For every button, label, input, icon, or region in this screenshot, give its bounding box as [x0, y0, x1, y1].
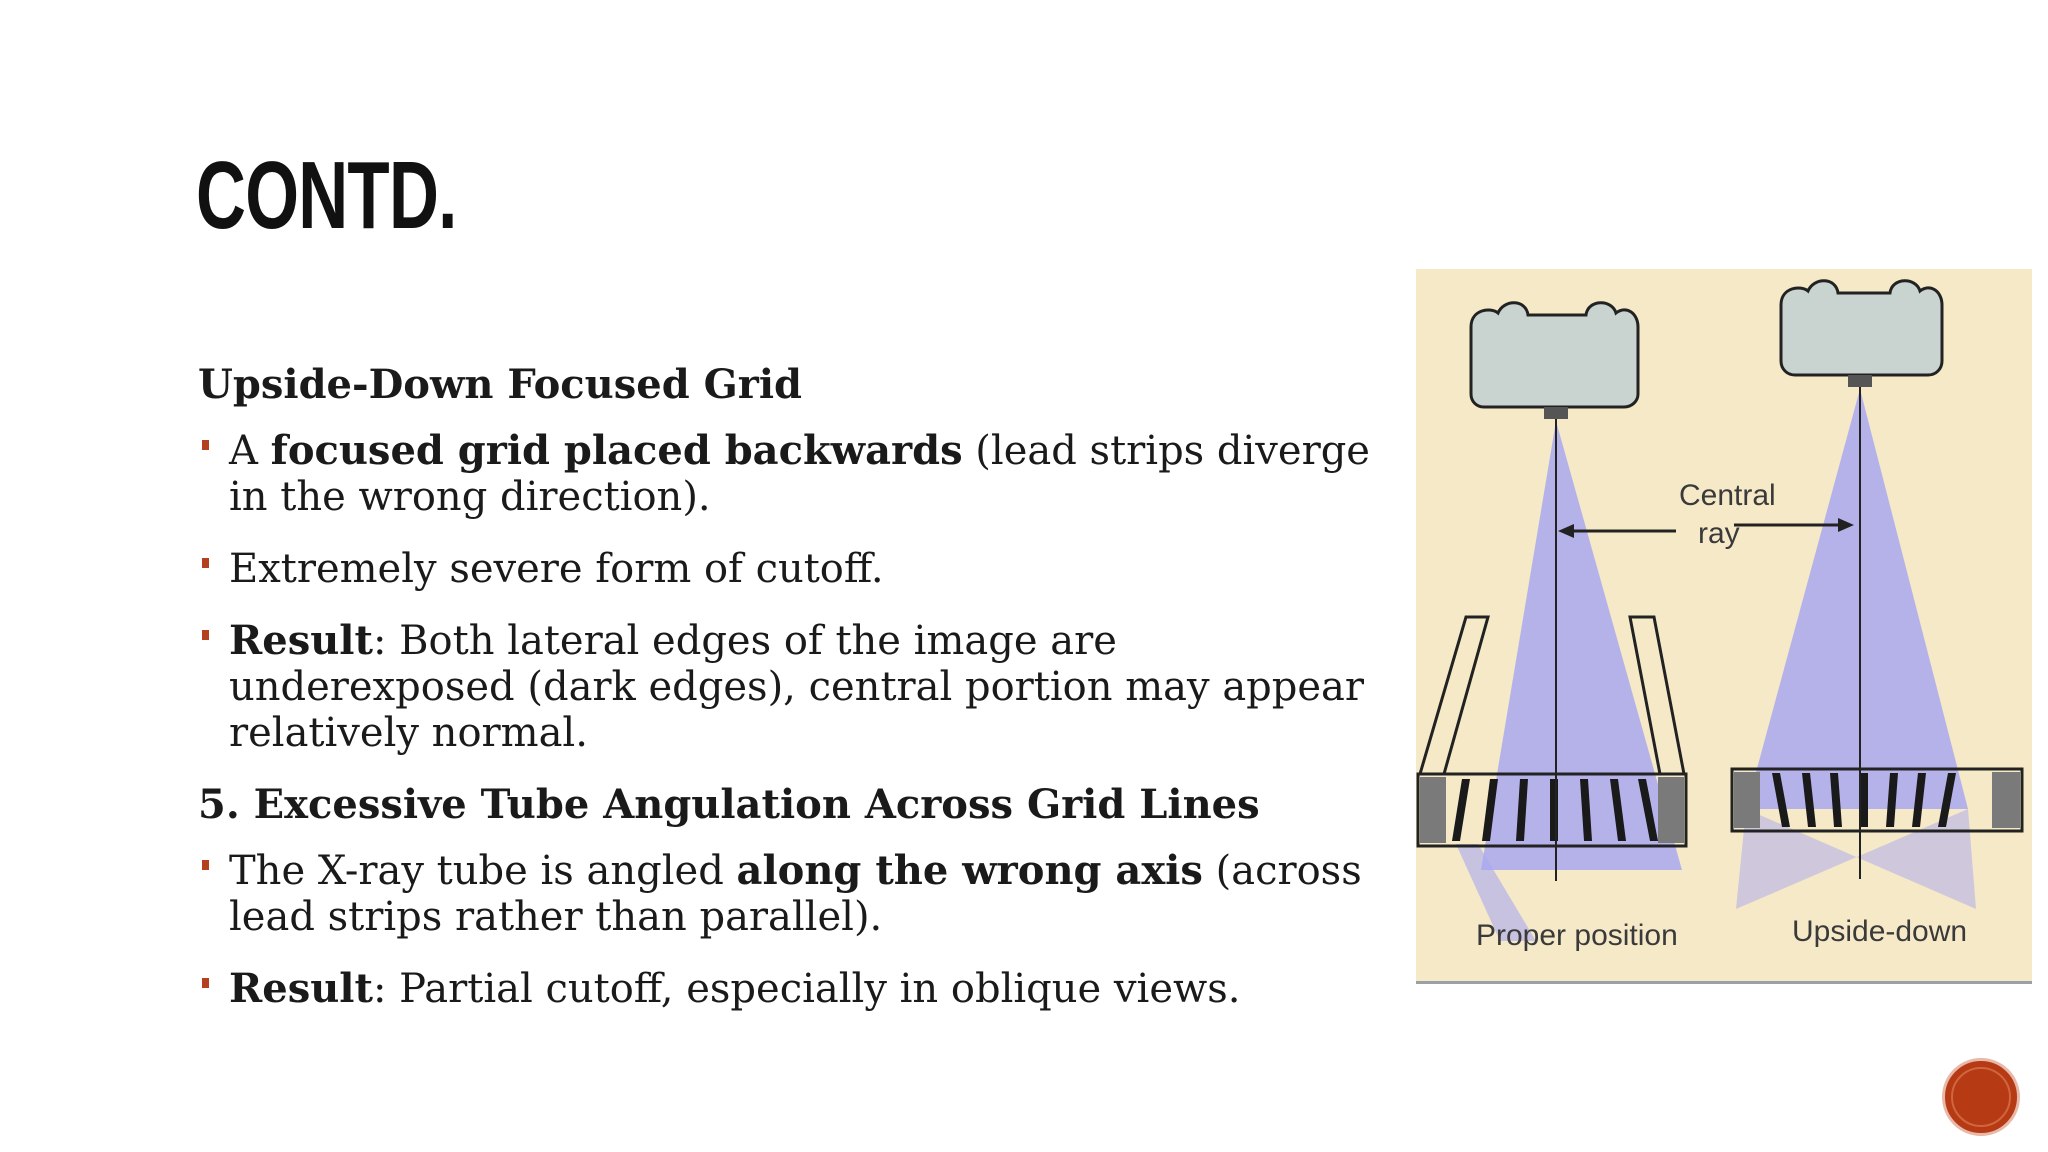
bullet-item: Result: Both lateral edges of the image are underexposed (dark edges), central portion may appear relatively normal. [198, 618, 1398, 756]
bullet-list [198, 848, 1398, 1012]
tube-icon [1781, 281, 1942, 375]
slide-content [198, 362, 1398, 1038]
bullet-item: Extremely severe form of cutoff. [198, 546, 1398, 592]
bullet-item: Result: Partial cutoff, especially in oblique views. [198, 966, 1398, 1012]
slide-logo-badge [1942, 1058, 2020, 1136]
tube-icon [1471, 303, 1638, 407]
grid-diagram [1416, 269, 2032, 981]
bullet-item: The X-ray tube is angled along the wrong axis (across lead strips rather than parallel). [198, 848, 1398, 940]
section-heading: 5. Excessive Tube Angulation Across Grid Lines [198, 781, 1260, 828]
central-ray-label: Central [1679, 479, 1776, 512]
bullet-item: A focused grid placed backwards (lead strips diverge in the wrong direction). [198, 428, 1398, 520]
bullet-list [198, 428, 1398, 756]
central-ray-label: ray [1698, 517, 1740, 550]
slide-title: CONTD. [196, 142, 457, 249]
section-heading: Upside-Down Focused Grid [198, 361, 802, 408]
upside-down-label: Upside-down [1792, 915, 1968, 948]
grid-diagram-figure [1416, 269, 2032, 984]
proper-position-label: Proper position [1476, 919, 1678, 952]
